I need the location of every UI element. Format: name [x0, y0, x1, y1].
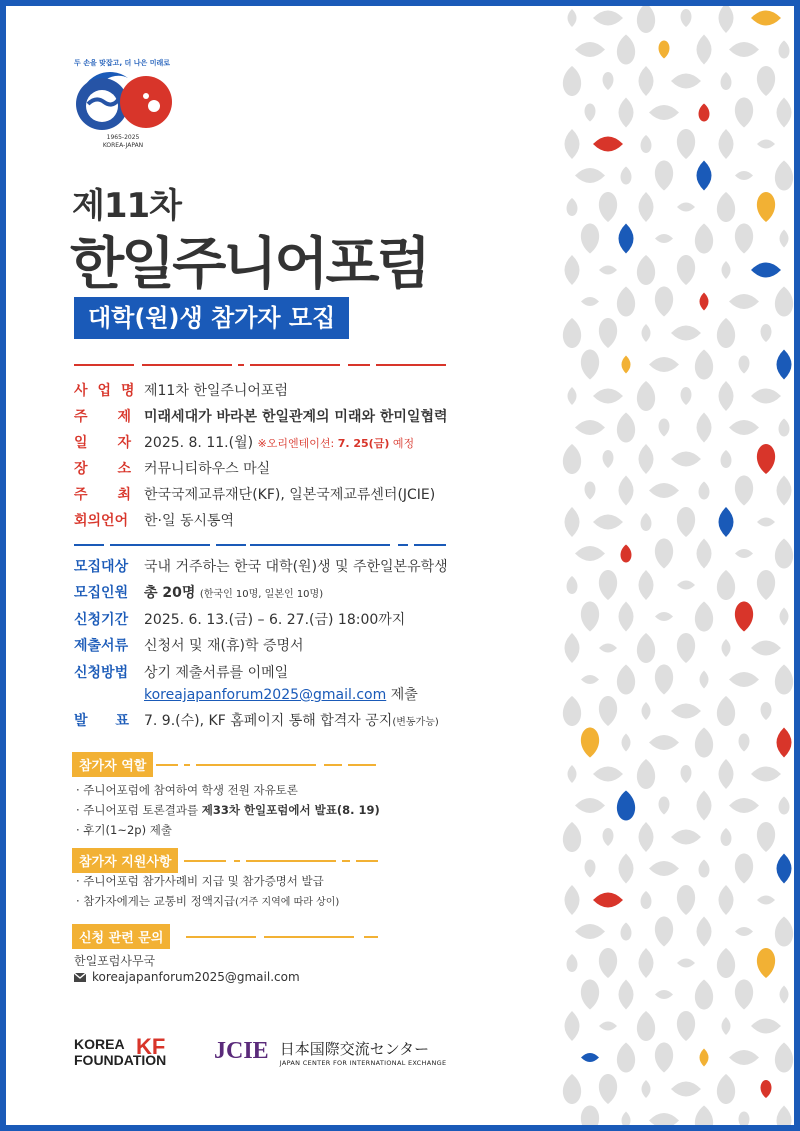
- petal-shape: [659, 41, 670, 59]
- petal-shape: [757, 570, 775, 600]
- petal-shape: [751, 1019, 781, 1034]
- emblem-graphic: [68, 56, 178, 136]
- petal-shape: [777, 728, 792, 758]
- petal-shape: [649, 1113, 679, 1125]
- petal-shape: [649, 861, 679, 876]
- petal-shape: [761, 324, 772, 342]
- petal-shape: [637, 381, 655, 411]
- petal-shape: [565, 255, 580, 285]
- petal-shape: [671, 452, 701, 467]
- petal-shape: [775, 161, 793, 191]
- petal-shape: [581, 675, 599, 684]
- orientation-suffix: 예정: [389, 437, 415, 450]
- jcie-name-ja: 日本国際交流センター: [279, 1040, 430, 1058]
- petal-shape: [599, 1022, 617, 1031]
- petal-shape: [729, 294, 759, 309]
- petal-shape: [642, 702, 651, 720]
- info-value: 제11차 한일주니어포럼: [144, 383, 288, 399]
- recruit-row-method: [74, 662, 288, 682]
- petal-shape: [697, 35, 712, 65]
- petal-shape: [637, 6, 655, 33]
- petal-shape: [719, 381, 734, 411]
- petal-shape: [567, 576, 578, 594]
- petal-shape: [722, 639, 731, 657]
- section-tag-support: 참가자 지원사항: [72, 848, 178, 873]
- petal-shape: [697, 917, 712, 947]
- petal-shape: [649, 105, 679, 120]
- petal-shape: [581, 602, 599, 632]
- petal-shape: [735, 854, 753, 884]
- petal-shape: [719, 6, 734, 33]
- petal-shape: [780, 986, 789, 1004]
- petal-shape: [599, 644, 617, 653]
- petal-shape: [575, 546, 605, 561]
- petal-shape: [637, 255, 655, 285]
- petal-shape: [593, 893, 623, 908]
- petal-shape: [575, 168, 605, 183]
- petal-shape: [735, 224, 753, 254]
- petal-shape: [563, 1074, 581, 1104]
- petal-shape: [722, 261, 731, 279]
- contact-office: 한일포럼사무국: [74, 954, 156, 968]
- petal-shape: [659, 419, 670, 437]
- petal-shape: [779, 419, 790, 437]
- recruit-row-count: [74, 582, 323, 602]
- petal-shape: [655, 917, 673, 947]
- petal-shape: [621, 923, 632, 941]
- petal-shape: [649, 357, 679, 372]
- recruit-label: 신청기간: [74, 612, 129, 628]
- petal-shape: [751, 11, 781, 26]
- petal-shape: [581, 297, 599, 306]
- divider-red: [74, 364, 446, 366]
- petal-shape: [575, 924, 605, 939]
- petal-shape: [757, 822, 775, 852]
- petal-shape: [585, 482, 596, 500]
- petal-shape: [735, 927, 753, 936]
- info-label: 사업명: [74, 383, 145, 399]
- petal-shape: [599, 1074, 617, 1104]
- petal-shape: [565, 885, 580, 915]
- petal-shape: [565, 633, 580, 663]
- orientation-date: 7. 25(금): [337, 437, 390, 450]
- petal-shape: [697, 413, 712, 443]
- kf-mark: KF: [136, 1034, 166, 1059]
- info-row-project: [74, 380, 288, 400]
- petal-shape: [697, 539, 712, 569]
- petal-shape: [735, 476, 753, 506]
- application-email-link[interactable]: koreajapanforum2025@gmail.com: [144, 687, 387, 703]
- korea-foundation-logo: [74, 1036, 166, 1068]
- info-row-host: [74, 484, 435, 504]
- petal-shape: [751, 263, 781, 278]
- petal-shape: [739, 356, 750, 374]
- petal-shape: [735, 98, 753, 128]
- petal-shape: [777, 350, 792, 380]
- emblem-countries: KOREA-JAPAN: [102, 142, 144, 149]
- petal-shape: [677, 129, 695, 159]
- petal-shape: [637, 1011, 655, 1041]
- petal-shape: [655, 665, 673, 695]
- petal-shape: [775, 539, 793, 569]
- info-row-language: [74, 510, 234, 530]
- petal-shape: [575, 42, 605, 57]
- recruit-count-detail: (한국인 10명, 일본인 10명): [199, 589, 324, 600]
- petal-shape: [729, 672, 759, 687]
- recruit-label: 모집대상: [74, 559, 129, 575]
- petal-shape: [719, 885, 734, 915]
- petal-shape: [581, 1053, 599, 1062]
- petal-shape: [599, 192, 617, 222]
- petal-shape: [581, 728, 599, 758]
- petal-shape: [757, 66, 775, 96]
- petal-shape: [780, 608, 789, 626]
- petal-shape: [751, 767, 781, 782]
- petal-shape: [721, 72, 732, 90]
- petal-shape: [779, 797, 790, 815]
- recruit-row-announcement: [74, 710, 439, 730]
- role-item: · 주니어포럼에 참여하여 학생 전원 자유토론: [76, 783, 298, 797]
- petal-shape: [777, 854, 792, 884]
- petal-shape: [593, 389, 623, 404]
- petal-shape: [697, 791, 712, 821]
- petal-shape: [677, 885, 695, 915]
- petal-shape: [775, 917, 793, 947]
- petal-shape: [565, 507, 580, 537]
- petal-shape: [642, 1080, 651, 1098]
- petal-shape: [717, 696, 735, 726]
- petal-shape: [779, 41, 790, 59]
- petal-shape: [621, 167, 632, 185]
- petal-shape: [563, 696, 581, 726]
- petal-shape: [567, 198, 578, 216]
- petal-shape: [599, 318, 617, 348]
- petal-shape: [717, 1074, 735, 1104]
- petal-shape: [671, 704, 701, 719]
- petal-shape: [695, 1106, 713, 1126]
- petal-shape: [599, 948, 617, 978]
- edition-label: 제11차: [72, 186, 182, 226]
- petal-shape: [563, 444, 581, 474]
- petal-shape: [568, 765, 577, 783]
- petal-shape: [617, 1043, 635, 1073]
- petal-shape: [617, 35, 635, 65]
- petal-shape: [619, 854, 634, 884]
- petal-shape: [639, 444, 654, 474]
- petal-shape: [637, 759, 655, 789]
- petal-shape: [619, 602, 634, 632]
- petal-shape: [751, 641, 781, 656]
- recruit-value: 국내 거주하는 한국 대학(원)생 및 주한일본유학생: [144, 559, 448, 575]
- petal-shape: [777, 98, 792, 128]
- petal-shape: [677, 633, 695, 663]
- petal-shape: [757, 444, 775, 474]
- petal-shape: [617, 413, 635, 443]
- petal-shape: [659, 797, 670, 815]
- petal-shape: [681, 9, 692, 27]
- petal-shape: [735, 980, 753, 1010]
- petal-shape: [649, 483, 679, 498]
- petal-shape: [575, 420, 605, 435]
- petal-shape: [619, 224, 634, 254]
- info-value: 2025. 8. 11.(월): [144, 435, 254, 451]
- role-item: · 후기(1~2p) 제출: [76, 823, 172, 837]
- info-label: 주제: [74, 409, 162, 425]
- petal-shape: [757, 192, 775, 222]
- petal-shape: [729, 420, 759, 435]
- petal-shape: [671, 1082, 701, 1097]
- petal-shape: [581, 980, 599, 1010]
- petal-shape: [655, 612, 673, 621]
- petal-shape: [575, 798, 605, 813]
- petal-shape: [671, 830, 701, 845]
- recruit-label: 모집인원: [74, 585, 129, 601]
- subtitle-banner: 대학(원)생 참가자 모집: [74, 297, 349, 339]
- petal-shape: [717, 570, 735, 600]
- petal-shape: [599, 266, 617, 275]
- petal-shape: [699, 860, 710, 878]
- petal-shape: [639, 66, 654, 96]
- petal-shape: [655, 161, 673, 191]
- petal-shape: [677, 507, 695, 537]
- petal-shape: [722, 1017, 731, 1035]
- divider-yellow: [156, 764, 376, 766]
- petal-shape: [700, 1049, 709, 1067]
- petal-shape: [757, 948, 775, 978]
- petal-shape: [641, 135, 652, 153]
- petal-shape: [565, 1011, 580, 1041]
- petal-shape: [655, 990, 673, 999]
- petal-shape: [581, 224, 599, 254]
- petal-shape: [729, 798, 759, 813]
- recruit-value: 2025. 6. 13.(금) – 6. 27.(금) 18:00까지: [144, 612, 406, 628]
- recruit-email-line: [144, 684, 418, 704]
- recruit-value: 7. 9.(수), KF 홈페이지 통해 합격자 공지: [144, 713, 393, 729]
- recruit-row-documents: [74, 635, 304, 655]
- petal-shape: [585, 104, 596, 122]
- info-value: 커뮤니티하우스 마실: [144, 461, 271, 477]
- petal-shape: [568, 387, 577, 405]
- petal-shape: [780, 230, 789, 248]
- petal-shape: [622, 734, 631, 752]
- anniversary-emblem: [68, 56, 178, 176]
- petal-shape: [641, 513, 652, 531]
- petal-shape: [563, 318, 581, 348]
- jcie-name-en: JAPAN CENTER FOR INTERNATIONAL EXCHANGE: [279, 1059, 447, 1067]
- petal-shape: [677, 203, 695, 212]
- info-label: 장소: [74, 461, 162, 477]
- petal-shape: [593, 515, 623, 530]
- petal-shape: [593, 767, 623, 782]
- section-tag-contact: 신청 관련 문의: [72, 924, 170, 949]
- mail-icon: [74, 973, 86, 982]
- divider-yellow: [186, 936, 378, 938]
- petal-shape: [617, 287, 635, 317]
- petal-shape: [617, 791, 635, 821]
- petal-shape: [603, 450, 614, 468]
- recruit-value: 총 20명: [144, 585, 196, 601]
- support-item: · 주니어포럼 참가사례비 지급 및 참가증명서 발급: [76, 874, 324, 888]
- petal-shape: [717, 318, 735, 348]
- decorative-petal-pattern: [546, 6, 800, 1125]
- petal-shape: [585, 860, 596, 878]
- petal-shape: [695, 980, 713, 1010]
- petal-shape: [655, 1043, 673, 1073]
- info-value: 미래세대가 바라본 한일관계의 미래와 한미일협력: [144, 409, 448, 425]
- petal-shape: [775, 287, 793, 317]
- petal-shape: [775, 665, 793, 695]
- petal-shape: [581, 1106, 599, 1126]
- petal-shape: [735, 171, 753, 180]
- petal-shape: [593, 137, 623, 152]
- petal-shape: [761, 702, 772, 720]
- petal-shape: [649, 735, 679, 750]
- petal-shape: [641, 891, 652, 909]
- petal-shape: [639, 192, 654, 222]
- petal-shape: [677, 1011, 695, 1041]
- petal-shape: [593, 11, 623, 26]
- petal-shape: [677, 255, 695, 285]
- info-label: 회의언어: [74, 513, 129, 529]
- petal-shape: [700, 671, 709, 689]
- petal-shape: [729, 42, 759, 57]
- petal-shape: [695, 350, 713, 380]
- emblem-slogan: 두 손을 맞잡고, 더 나은 미래로: [74, 59, 170, 67]
- petal-shape: [599, 570, 617, 600]
- petal-shape: [655, 539, 673, 569]
- recruit-row-target: [74, 556, 448, 576]
- petal-shape: [619, 980, 634, 1010]
- submit-word: 제출: [390, 687, 418, 703]
- petal-shape: [639, 822, 654, 852]
- petal-shape: [639, 948, 654, 978]
- petal-shape: [622, 356, 631, 374]
- jcie-mark: JCIE: [214, 1038, 269, 1064]
- petal-shape: [721, 450, 732, 468]
- petal-shape: [695, 728, 713, 758]
- petal-shape: [642, 324, 651, 342]
- recruit-label: 발표: [74, 713, 158, 729]
- petal-shape: [757, 896, 775, 905]
- petal-shape: [639, 570, 654, 600]
- orientation-note: ※오리엔테이션:: [257, 437, 338, 450]
- petal-shape: [681, 387, 692, 405]
- petal-shape: [563, 66, 581, 96]
- petal-shape: [757, 140, 775, 149]
- petal-shape: [581, 350, 599, 380]
- petal-shape: [775, 1043, 793, 1073]
- contact-email-line: [74, 970, 300, 984]
- petal-shape: [655, 287, 673, 317]
- petal-shape: [671, 326, 701, 341]
- petal-shape: [621, 545, 632, 563]
- recruit-row-period: [74, 609, 405, 629]
- petal-shape: [603, 828, 614, 846]
- info-label: 일자: [74, 435, 162, 451]
- info-row-date: [74, 432, 414, 452]
- page-title: 한일주니어포럼: [70, 232, 428, 297]
- petal-shape: [721, 828, 732, 846]
- announcement-note: (변동가능): [392, 717, 439, 728]
- petal-shape: [751, 389, 781, 404]
- divider-blue: [74, 544, 446, 546]
- jcie-logo: [214, 1038, 446, 1067]
- info-value: 한국국제교류재단(KF), 일본국제교류센터(JCIE): [144, 487, 436, 503]
- petal-shape: [735, 602, 753, 632]
- petal-shape: [719, 129, 734, 159]
- petal-shape: [617, 665, 635, 695]
- petal-shape: [699, 482, 710, 500]
- info-value: 한·일 동시통역: [144, 513, 235, 529]
- petal-shape: [717, 192, 735, 222]
- petal-shape: [563, 822, 581, 852]
- divider-yellow: [184, 860, 378, 862]
- petal-shape: [761, 1080, 772, 1098]
- support-item: · 참가자에게는 교통비 정액지급(거주 지역에 따라 상이): [76, 894, 340, 908]
- section-tag-role: 참가자 역할: [72, 752, 153, 777]
- petal-shape: [568, 9, 577, 27]
- petal-shape: [697, 161, 712, 191]
- petal-shape: [677, 959, 695, 968]
- petal-shape: [671, 74, 701, 89]
- emblem-years: 1965-2025: [106, 134, 140, 141]
- petal-shape: [622, 1112, 631, 1126]
- petal-shape: [717, 948, 735, 978]
- petal-shape: [777, 1106, 792, 1126]
- petal-shape: [700, 293, 709, 311]
- petal-shape: [719, 507, 734, 537]
- petal-shape: [735, 549, 753, 558]
- recruit-label: 신청방법: [74, 665, 129, 681]
- info-label: 주최: [74, 487, 162, 503]
- petal-shape: [729, 1050, 759, 1065]
- petal-shape: [777, 476, 792, 506]
- petal-shape: [603, 72, 614, 90]
- contact-email[interactable]: koreajapanforum2025@gmail.com: [92, 970, 300, 984]
- recruit-label: 제출서류: [74, 638, 129, 654]
- petal-shape: [677, 581, 695, 590]
- info-row-venue: [74, 458, 270, 478]
- petal-shape: [719, 759, 734, 789]
- petal-shape: [565, 129, 580, 159]
- recruit-value: 신청서 및 재(휴)학 증명서: [144, 638, 304, 654]
- recruit-value: 상기 제출서류를 이메일: [144, 665, 289, 681]
- info-row-theme: [74, 406, 448, 426]
- petal-shape: [637, 633, 655, 663]
- petal-shape: [567, 954, 578, 972]
- petal-shape: [619, 476, 634, 506]
- petal-shape: [655, 234, 673, 243]
- petal-shape: [599, 696, 617, 726]
- petal-shape: [699, 104, 710, 122]
- kf-wordmark: KOREA FOUNDATION: [74, 1036, 167, 1068]
- petal-shape: [757, 518, 775, 527]
- petal-shape: [695, 602, 713, 632]
- petal-shape: [695, 224, 713, 254]
- petal-shape: [739, 734, 750, 752]
- role-item: · 주니어포럼 토론결과를 제33차 한일포럼에서 발표(8. 19): [76, 803, 380, 817]
- petal-shape: [619, 98, 634, 128]
- petal-shape: [739, 1112, 750, 1126]
- petal-shape: [681, 765, 692, 783]
